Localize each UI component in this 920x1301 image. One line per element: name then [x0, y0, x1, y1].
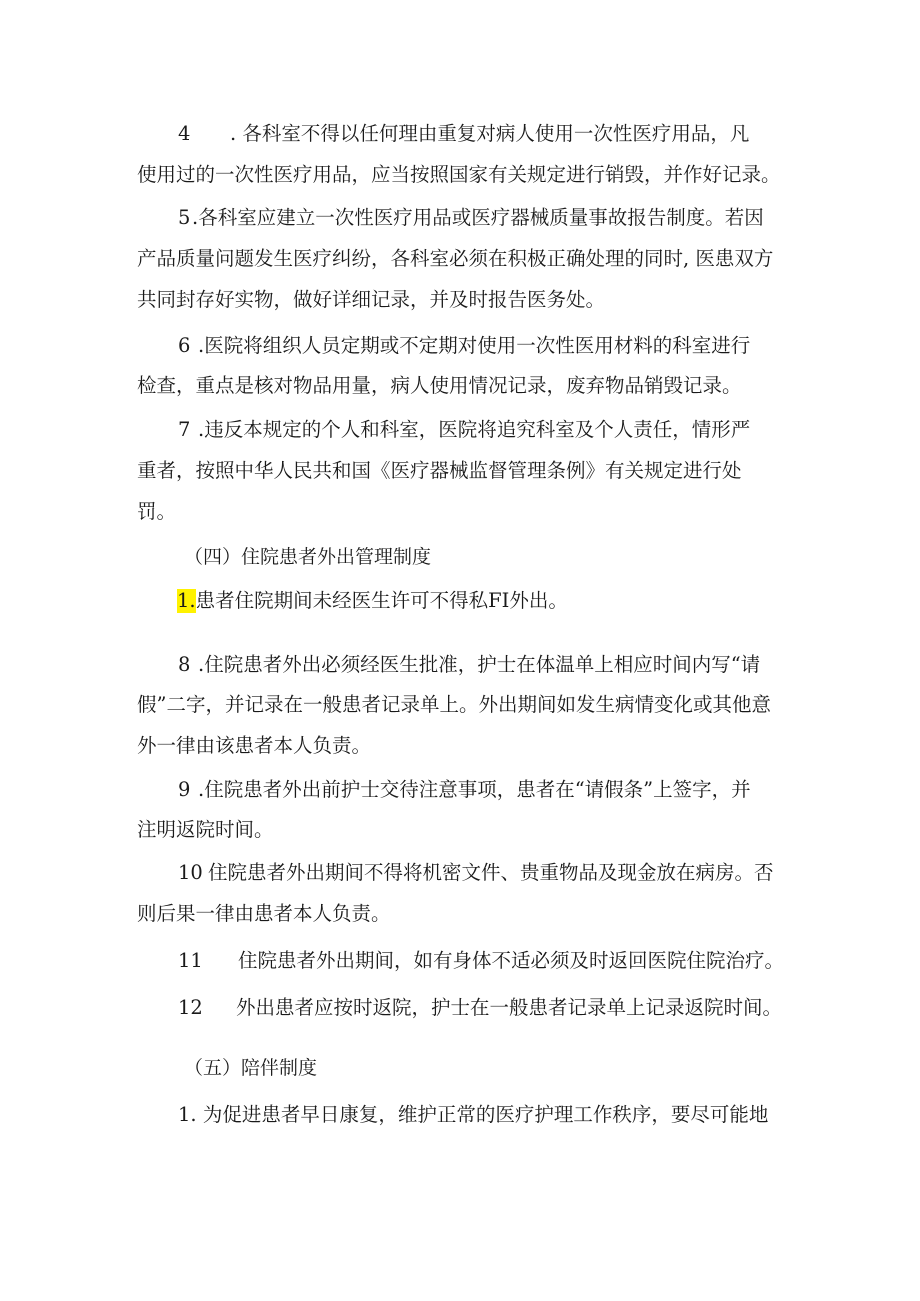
item-8-line-2: 假”二字，并记录在一般患者记录单上。外出期间如发生病情变化或其他意: [137, 693, 771, 716]
item-4-line-1: [178, 122, 749, 146]
item-number: 6: [178, 334, 191, 357]
section-5-item-1: [178, 1103, 768, 1127]
item-9-line-2: 注明返院时间。: [137, 818, 274, 841]
item-text: . 为促进患者早日康复，维护正常的医疗护理工作秩序，要尽可能地: [190, 1103, 769, 1126]
item-text: .住院患者外出前护士交待注意事项，患者在“请假条”上签字，并: [198, 778, 751, 801]
item-number: 9: [178, 778, 191, 801]
item-text: 住院患者外出期间不得将机密文件、贵重物品及现金放在病房。否: [208, 861, 774, 884]
item-7-line-1: [178, 418, 750, 442]
item-number: 8: [178, 653, 191, 676]
item-text: 外出患者应按时返院，护士在一般患者记录单上记录返院时间。: [236, 996, 783, 1019]
item-number: 10: [178, 861, 203, 884]
item-text: 患者住院期间未经医生许可不得私FI外出。: [195, 589, 568, 612]
section-4-heading: （四）住院患者外出管理制度: [184, 546, 432, 568]
item-text: . 各科室不得以任何理由重复对病人使用一次性医疗用品，凡: [230, 122, 750, 145]
item-number: 7: [178, 418, 191, 441]
item-text: .各科室应建立一次性医疗用品或医疗器械质量事故报告制度。若因: [192, 206, 764, 229]
item-number: 4: [178, 122, 191, 145]
item-8-line-1: [178, 653, 760, 677]
item-6-line-2: 检查，重点是核对物品用量，病人使用情况记录，废弃物品销毁记录。: [137, 374, 742, 397]
item-number: 12: [178, 996, 203, 1019]
item-12: [178, 996, 782, 1020]
item-text: .医院将组织人员定期或不定期对使用一次性医用材料的科室进行: [198, 334, 751, 357]
item-8-line-3: 外一律由该患者本人负责。: [137, 734, 372, 757]
item-6-line-1: [178, 334, 750, 358]
item-5-line-3: 共同封存好实物，做好详细记录，并及时报告医务处。: [137, 288, 606, 311]
item-number: 1: [178, 1103, 191, 1126]
section-5-heading: （五）陪伴制度: [184, 1057, 318, 1079]
highlighted-item-number: 1.: [177, 589, 196, 612]
item-10-line-1: [178, 861, 774, 885]
item-number: 11: [178, 949, 203, 972]
item-7-line-3: 罚。: [137, 500, 177, 523]
item-number: 5: [178, 206, 191, 229]
item-5-line-2: 产品质量问题发生医疗纠纷，各科室必须在积极正确处理的同时, 医患双方: [137, 247, 774, 270]
item-text: .违反本规定的个人和科室，医院将追究科室及个人责任，情形严: [198, 418, 751, 441]
item-5-line-1: [178, 206, 764, 230]
item-11: [178, 949, 784, 973]
item-4-line-2: 使用过的一次性医疗用品，应当按照国家有关规定进行销毁，并作好记录。: [137, 163, 781, 186]
item-10-line-2: 则后果一律由患者本人负责。: [137, 902, 391, 925]
item-text: 住院患者外出期间，如有身体不适必须及时返回医院住院治疗。: [238, 949, 785, 972]
item-text: .住院患者外出必须经医生批准，护士在体温单上相应时间内写“请: [198, 653, 761, 676]
item-7-line-2: 重者，按照中华人民共和国《医疗器械监督管理条例》有关规定进行处: [137, 459, 742, 482]
item-9-line-1: [178, 778, 751, 802]
section-4-item-1: [177, 589, 568, 613]
